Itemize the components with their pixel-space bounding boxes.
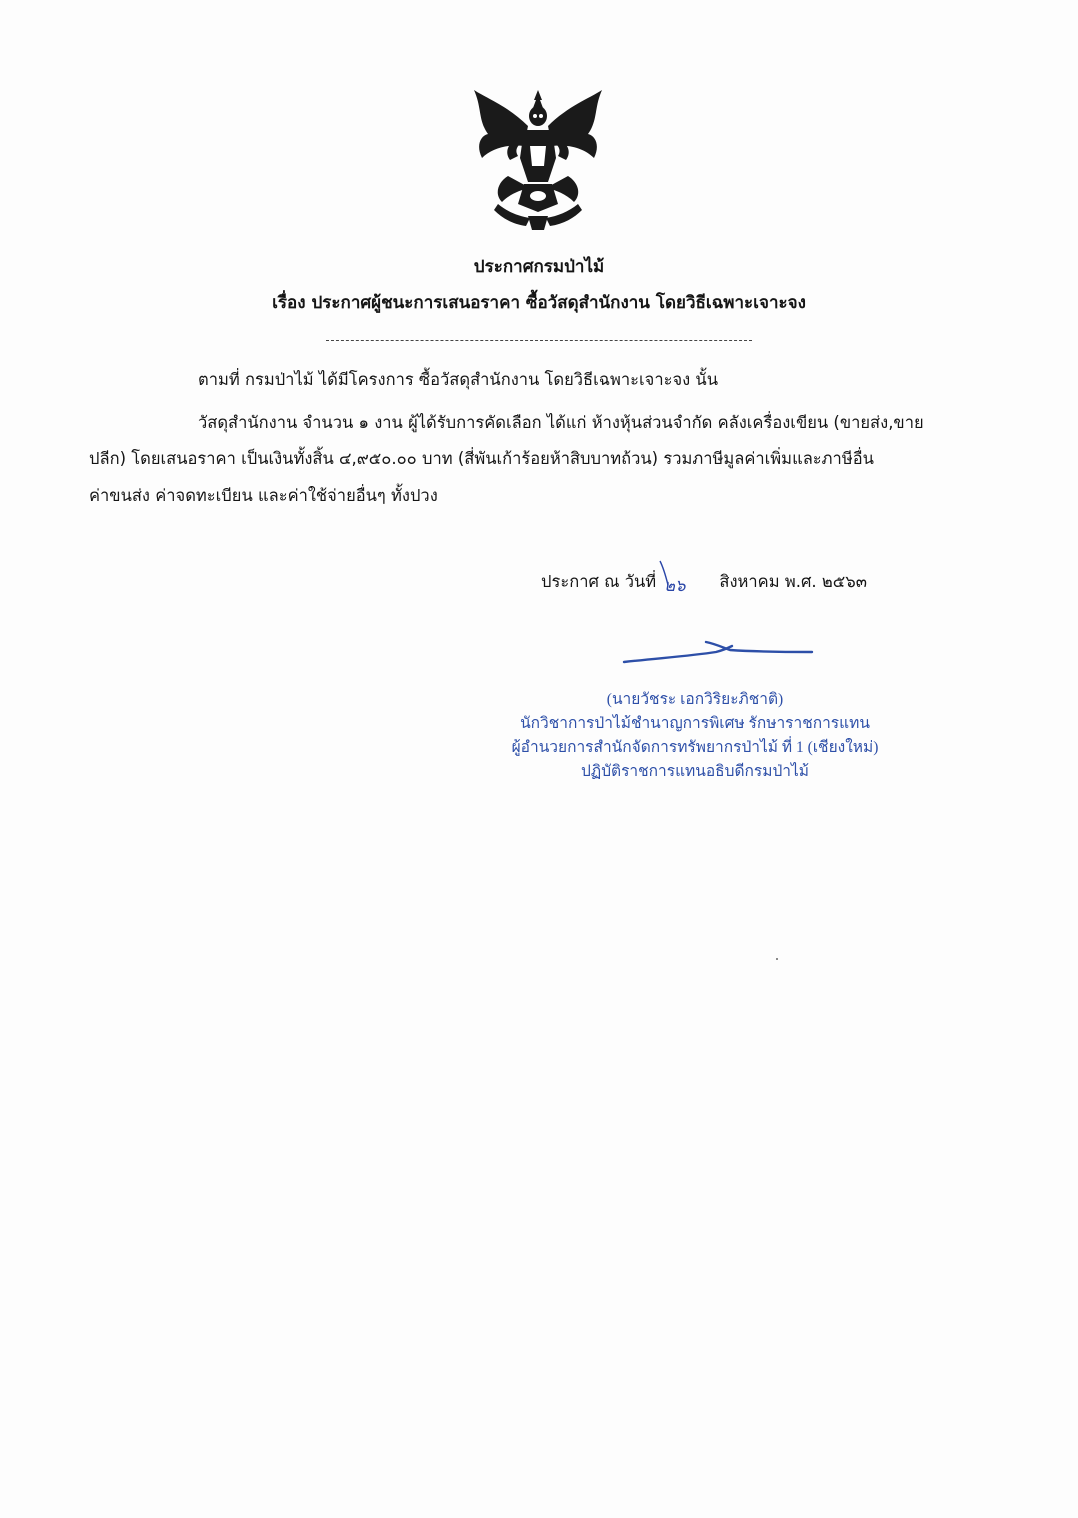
body-line-1: ตามที่ กรมป่าไม้ ได้มีโครงการ ซื้อวัสดุสำนักงาน โดยวิธีเฉพาะเจาะจง นั้น [198,370,718,389]
announcement-title: ประกาศกรมป่าไม้ [473,257,605,277]
date-prefix: ประกาศ ณ วันที่ [541,572,657,591]
signatory-position-3: ปฏิบัติราชการแทนอธิบดีกรมป่าไม้ [580,763,810,780]
signatory-name: (นายวัชระ เอกวิริยะภิชาติ) [606,691,784,708]
body-line-3: ปลีก) โดยเสนอราคา เป็นเงินทั้งสิ้น ๔,๙๕๐.๐๐ บาท (สี่พันเก้าร้อยห้าสิบบาทถ้วน) รวมภาษีมูลค่าเพิ่มและภาษีอื่น [89,449,874,468]
handwritten-day-text: ๒๖ [664,575,686,595]
garuda-emblem-icon [468,86,608,232]
signature-icon [620,636,816,668]
scan-speck [776,958,778,960]
body-line-4: ค่าขนส่ง ค่าจดทะเบียน และค่าใช้จ่ายอื่นๆ ทั้งปวง [89,486,438,505]
signatory-block [460,688,930,784]
body-line-2: วัสดุสำนักงาน จำนวน ๑ งาน ผู้ได้รับการคัดเลือก ได้แก่ ห้างหุ้นส่วนจำกัด คลังเครื่องเขียน (ขายส่ง,ขาย [198,413,924,432]
dashed-divider [326,340,752,341]
signatory-position-2: ผู้อำนวยการสำนักจัดการทรัพยากรป่าไม้ ที่ 1 (เชียงใหม่) [511,739,879,756]
handwritten-day [656,573,714,593]
date-suffix: สิงหาคม พ.ศ. ๒๕๖๓ [719,572,868,591]
announcement-date [541,569,867,595]
announcement-subject: เรื่อง ประกาศผู้ชนะการเสนอราคา ซื้อวัสดุสำนักงาน โดยวิธีเฉพาะเจาะจง [272,293,806,313]
signatory-position-1: นักวิชาการป่าไม้ชำนาญการพิเศษ รักษาราชการแทน [520,715,870,732]
